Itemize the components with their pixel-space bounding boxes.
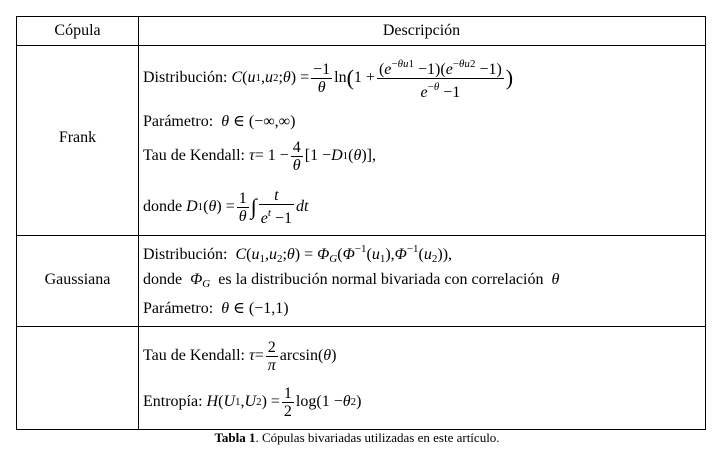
frank-parameter: Parámetro: θ ∈ (−∞,∞) [143,113,296,130]
gaussian-donde-label: donde [143,271,183,288]
caption-bold: Tabla 1 [214,430,256,445]
frank-tau-label: Tau de Kendall: [143,147,245,164]
copula-table [16,16,706,430]
column-divider [138,17,139,429]
frank-kendall-tau: Tau de Kendall: τ = 1 − $\frac{4}{\theta}$ [1 − D 1 ( θ )], [143,138,376,174]
gaussian-distribution: Distribución: $C(u_1,u_2;\theta) = \Phi_G(\Phi^{-1}(u_1),\Phi^{-1}(u_2))$, [143,243,453,265]
frank-param-label: Parámetro: [143,113,214,130]
gaussian-param-label: Parámetro: [143,300,214,317]
frank-distribution: Distribución: C ( u 1 , u 2 ; θ ) = $\frac{-1}{\theta}$ ln ( 1 + $\frac{(e^{-\theta u1} -1)(e^{-\theta u2} -1)}{e^{-\theta} -1}$ ) [143,57,514,101]
extra-tau-label: Tau de Kendall: [143,347,245,364]
header-copula: Cópula [54,22,101,39]
frank-dist-label: Distribución: [143,69,228,86]
gaussian-definition: donde $\Phi_G$ es la distribución normal bivariada con correlación θ [143,271,560,290]
row-label-gaussian: Gaussiana [44,271,111,288]
caption-text: . Cópulas bivariadas utilizadas en este artículo. [255,430,500,445]
table-caption [0,430,714,446]
row-divider-gaussian [17,326,705,327]
entropy-formula: Entropía: H ( U 1 , U 2 ) = $\frac{1}{2}$ log(1 − θ 2 ) [143,384,362,420]
gaussian-donde-rest: es la distribución normal bivariada con correlación [218,271,544,288]
kendall-tau-arcsin: Tau de Kendall: τ = $\frac{2}{\pi}$ arcsin( θ ) [143,338,337,374]
gaussian-dist-label: Distribución: [143,246,228,263]
row-divider-frank [17,235,705,236]
gaussian-parameter: Parámetro: θ ∈ (−1,1) [143,300,289,317]
row-label-frank: Frank [58,129,97,146]
frank-debye-function: donde D 1 ( θ ) = $\frac{1}{\theta}$ ∫ $\frac{t}{e^t -1}$ dt [143,187,309,227]
entropy-label: Entropía: [143,393,203,410]
header-description: Descripción [382,22,461,39]
frank-donde-label: donde [143,198,183,215]
header-divider [17,45,705,46]
